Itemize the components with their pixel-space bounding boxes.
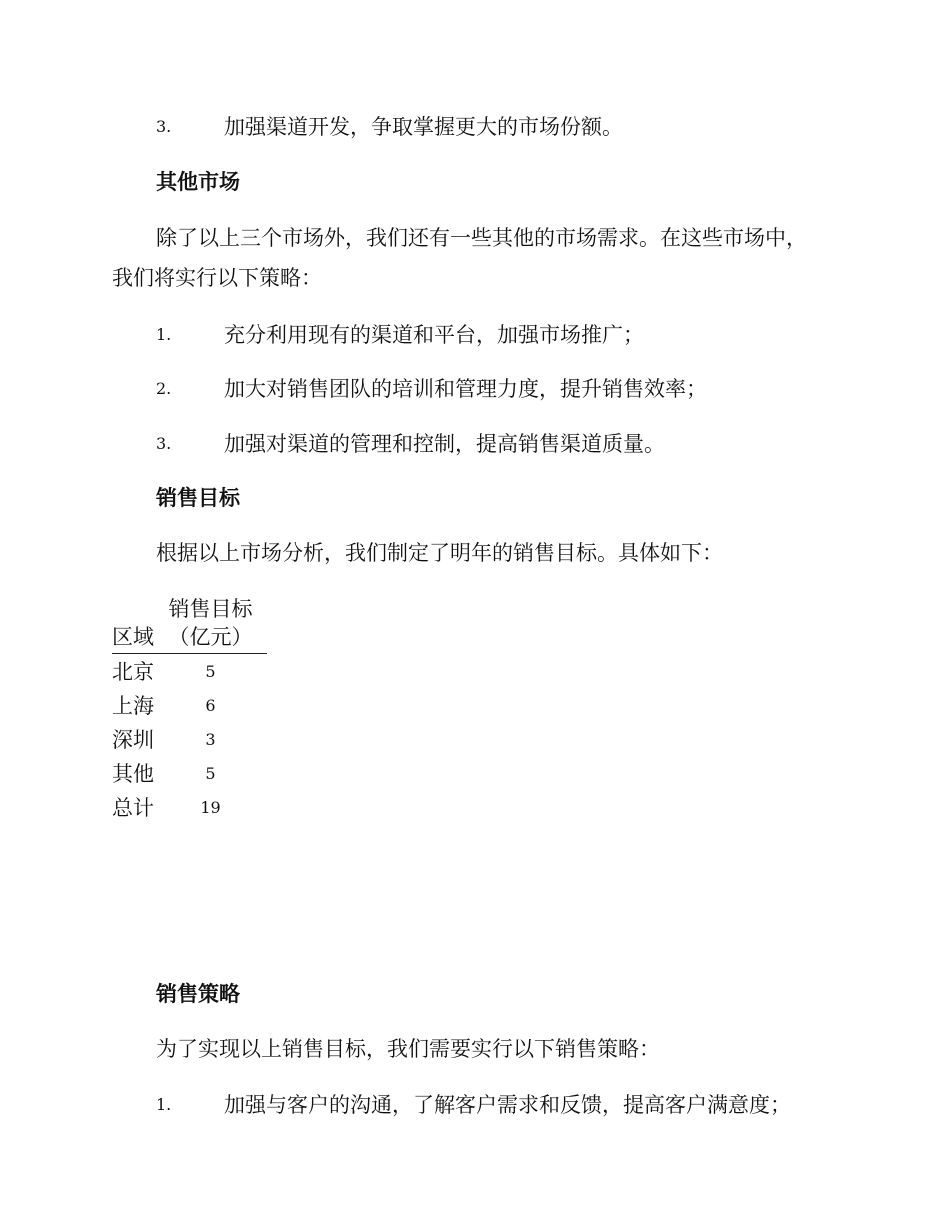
target-cell: 3 bbox=[205, 730, 216, 749]
target-cell: 5 bbox=[205, 764, 216, 783]
region-cell: 其他 bbox=[112, 762, 154, 786]
paragraph-line: 根据以上市场分析，我们制定了明年的销售目标。具体如下： bbox=[156, 541, 723, 565]
list-item: 加强对渠道的管理和控制，提高销售渠道质量。 bbox=[224, 432, 665, 456]
table-row bbox=[112, 760, 267, 794]
table-row bbox=[112, 654, 267, 693]
target-cell: 6 bbox=[205, 696, 216, 715]
region-cell: 北京 bbox=[112, 660, 154, 684]
column-header-target-line: 销售目标 bbox=[168, 597, 253, 621]
column-header-target bbox=[154, 595, 267, 654]
paragraph-line: 除了以上三个市场外，我们还有一些其他的市场需求。在这些市场中， bbox=[156, 226, 807, 250]
paragraph-line: 我们将实行以下策略： bbox=[112, 266, 322, 290]
list-number: 1. bbox=[156, 1095, 172, 1114]
list-item: 充分利用现有的渠道和平台，加强市场推广； bbox=[224, 323, 644, 347]
region-cell: 总计 bbox=[112, 796, 154, 820]
section-heading-sales-targets: 销售目标 bbox=[156, 485, 240, 510]
list-number: 3. bbox=[156, 434, 172, 453]
paragraph-line: 为了实现以上销售目标，我们需要实行以下销售策略： bbox=[156, 1037, 660, 1061]
column-header-region: 区域 bbox=[112, 625, 154, 649]
list-item: 加大对销售团队的培训和管理力度，提升销售效率； bbox=[224, 377, 707, 401]
table-row bbox=[112, 794, 267, 828]
list-number: 2. bbox=[156, 379, 172, 398]
table-header-row bbox=[112, 595, 267, 654]
list-number: 3. bbox=[156, 117, 172, 136]
sales-target-table bbox=[112, 595, 267, 828]
column-header-target-unit: （亿元） bbox=[168, 625, 253, 649]
region-cell: 深圳 bbox=[112, 728, 154, 752]
table-row bbox=[112, 692, 267, 726]
target-cell: 5 bbox=[205, 662, 216, 681]
target-cell: 19 bbox=[200, 798, 221, 817]
list-item: 加强渠道开发，争取掌握更大的市场份额。 bbox=[224, 115, 623, 139]
list-item: 加强与客户的沟通，了解客户需求和反馈，提高客户满意度； bbox=[224, 1093, 791, 1117]
table-row bbox=[112, 726, 267, 760]
region-cell: 上海 bbox=[112, 694, 154, 718]
list-number: 1. bbox=[156, 325, 172, 344]
section-heading-sales-strategy: 销售策略 bbox=[156, 981, 240, 1006]
section-heading-other-markets: 其他市场 bbox=[156, 169, 240, 194]
